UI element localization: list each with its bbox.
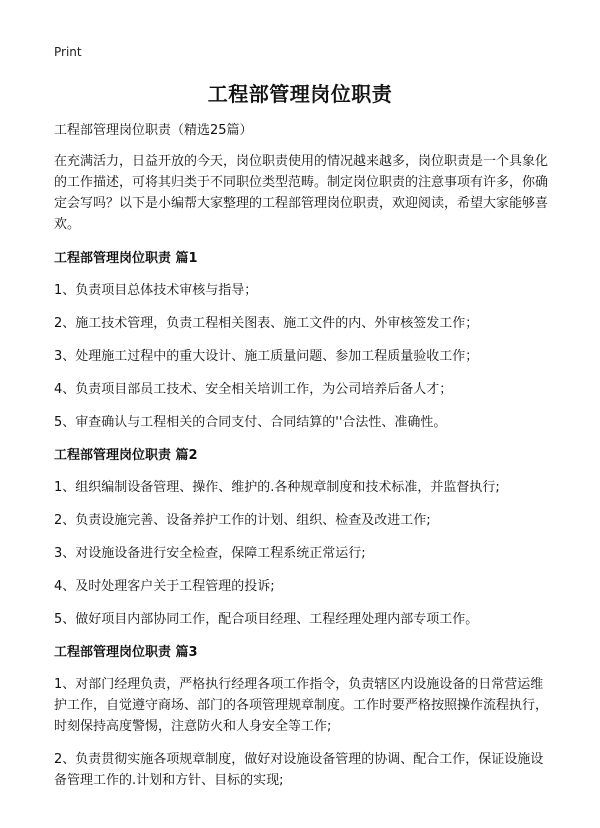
list-item: 1、对部门经理负责，严格执行经理各项工作指令，负责辖区内设施设备的日常营运维护工作，自觉遵守商场、部门的各项管理规章制度。工作时要严格按照操作流程执行，时刻保持高度警惕，注意防火和人身安全等工作;: [54, 677, 549, 734]
document-subtitle: 工程部管理岗位职责（精选25篇）: [54, 123, 253, 138]
section-heading: 工程部管理岗位职责 篇2: [54, 448, 198, 463]
list-item: 3、处理施工过程中的重大设计、施工质量问题、参加工程质量验收工作；: [54, 349, 479, 364]
list-item: 3、对设施设备进行安全检查，保障工程系统正常运行;: [54, 546, 366, 561]
section-heading: 工程部管理岗位职责 篇1: [54, 251, 198, 266]
section-1: [54, 248, 554, 433]
list-item: 4、负责项目部员工技术、安全相关培训工作，为公司培养后备人才；: [54, 382, 453, 397]
list-item: 4、及时处理客户关于工程管理的投诉;: [54, 579, 275, 594]
section-2: [54, 445, 554, 630]
list-item: 5、审查确认与工程相关的合同支付、合同结算的''合法性、准确性。: [54, 415, 447, 430]
intro-paragraph: 在充满活力，日益开放的今天，岗位职责使用的情况越来越多，岗位职责是一个具象化的工作描述，可将其归类于不同职位类型范畴。制定岗位职责的注意事项有许多，你确定会写吗？以下是小编帮大家整理的工程部管理岗位职责，欢迎阅读，希望大家能够喜欢。: [54, 154, 549, 232]
document-body: [54, 120, 554, 803]
list-item: 2、负责贯彻实施各项规章制度，做好对设施设备管理的协调、配合工作，保证设施设备管理工作的.计划和方针、目标的实现;: [54, 752, 544, 788]
list-item: 5、做好项目内部协同工作，配合项目经理、工程经理处理内部专项工作。: [54, 612, 479, 627]
section-3: [54, 642, 554, 791]
print-link[interactable]: Print: [54, 45, 82, 59]
list-item: 2、施工技术管理，负责工程相关图表、施工文件的内、外审核签发工作；: [54, 316, 479, 331]
list-item: 1、负责项目总体技术审核与指导；: [54, 283, 258, 298]
section-heading: 工程部管理岗位职责 篇3: [54, 645, 198, 660]
list-item: 2、负责设施完善、设备养护工作的计划、组织、检查及改进工作;: [54, 513, 431, 528]
list-item: 1、组织编制设备管理、操作、维护的.各种规章制度和技术标准，并监督执行;: [54, 480, 500, 495]
page-title: 工程部管理岗位职责: [207, 82, 393, 106]
